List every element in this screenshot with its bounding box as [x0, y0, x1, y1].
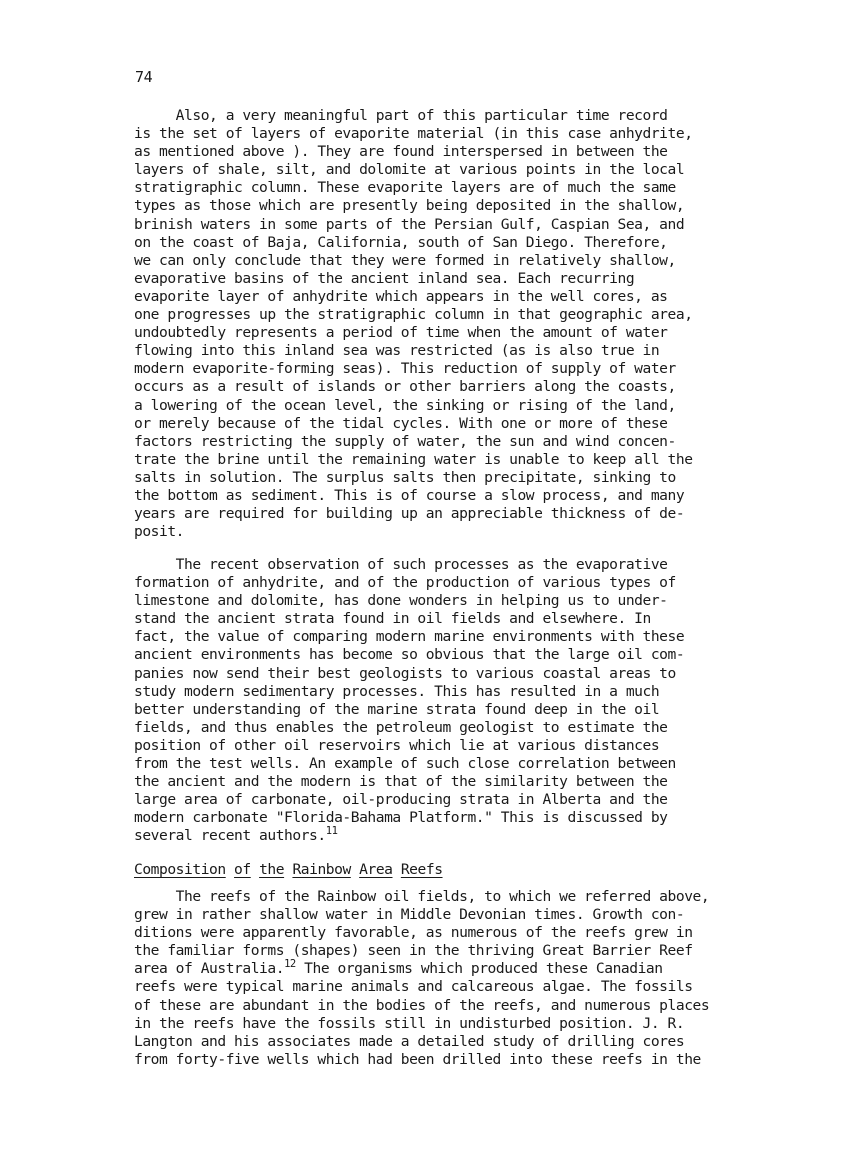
text-line: fact, the value of comparing modern marine environments with these	[134, 628, 685, 646]
text-line: ditions were apparently favorable, as numerous of the reefs grew in	[134, 924, 693, 942]
text-line: years are required for building up an appreciable thickness of de-	[134, 505, 685, 523]
text-line: the familiar forms (shapes) seen in the thriving Great Barrier Reef	[134, 942, 693, 960]
heading-word: of	[234, 861, 251, 878]
text-line: panies now send their best geologists to various coastal areas to	[134, 664, 676, 682]
text-line: trate the brine until the remaining water is unable to keep all the	[134, 450, 693, 468]
text-line: Langton and his associates made a detailed study of drilling cores	[134, 1032, 685, 1050]
text-line: factors restricting the supply of water, the sun and wind concen-	[134, 432, 676, 450]
heading-word: Composition	[134, 861, 226, 878]
text-line: evaporative basins of the ancient inland sea. Each recurring	[134, 269, 635, 287]
text-line: formation of anhydrite, and of the production of various types of	[134, 574, 676, 592]
paragraph-evaporites	[134, 107, 734, 541]
section-heading	[134, 861, 443, 879]
text-line: large area of carbonate, oil-producing strata in Alberta and the	[134, 791, 668, 809]
text-line: we can only conclude that they were formed in relatively shallow,	[134, 251, 676, 269]
text-line: the ancient and the modern is that of the similarity between the	[134, 773, 668, 791]
text-line: grew in rather shallow water in Middle Devonian times. Growth con-	[134, 906, 685, 924]
paragraph-rainbow-reefs	[134, 888, 734, 1069]
heading-word: Area	[359, 861, 393, 878]
text-line: a lowering of the ocean level, the sinking or rising of the land,	[134, 396, 676, 414]
text-line: from the test wells. An example of such close correlation between	[134, 755, 676, 773]
text-line: types as those which are presently being deposited in the shallow,	[134, 197, 685, 215]
text-line: stand the ancient strata found in oil fields and elsewhere. In	[134, 610, 651, 628]
footnote-marker: 12	[284, 958, 296, 971]
page-number: 74	[135, 68, 153, 86]
text-line: of these are abundant in the bodies of the reefs, and numerous places	[134, 996, 710, 1014]
text-segment: area of Australia.	[134, 960, 285, 978]
heading-word: Reefs	[400, 861, 443, 878]
text-line: in the reefs have the fossils still in undisturbed position. J. R.	[134, 1014, 685, 1032]
text-line: position of other oil reservoirs which lie at various distances	[134, 736, 660, 754]
text-line: limestone and dolomite, has done wonders in helping us to under-	[134, 592, 668, 610]
text-line: on the coast of Baja, California, south of San Diego. Therefore,	[134, 233, 668, 251]
text-line: undoubtedly represents a period of time when the amount of water	[134, 324, 668, 342]
text-segment: several recent authors.	[134, 827, 326, 845]
text-line: reefs were typical marine animals and calcareous algae. The fossils	[134, 978, 693, 996]
text-line: stratigraphic column. These evaporite layers are of much the same	[134, 179, 676, 197]
text-line: Also, a very meaningful part of this particular time record	[134, 107, 668, 124]
text-line-with-footnote	[134, 960, 734, 978]
text-line: one progresses up the stratigraphic column in that geographic area,	[134, 306, 693, 324]
text-line: brinish waters in some parts of the Persian Gulf, Caspian Sea, and	[134, 215, 685, 233]
text-line: from forty-five wells which had been drilled into these reefs in the	[134, 1050, 701, 1068]
paragraph-recent-observation	[134, 556, 734, 846]
heading-word: Rainbow	[292, 861, 351, 878]
text-line: flowing into this inland sea was restricted (as is also true in	[134, 342, 660, 360]
text-line: as mentioned above ). They are found interspersed in between the	[134, 143, 668, 161]
text-line: occurs as a result of islands or other barriers along the coasts,	[134, 378, 676, 396]
text-line: salts in solution. The surplus salts then precipitate, sinking to	[134, 468, 676, 486]
text-line: fields, and thus enables the petroleum geologist to estimate the	[134, 718, 668, 736]
text-line: or merely because of the tidal cycles. With one or more of these	[134, 414, 668, 432]
heading-word: the	[259, 861, 285, 878]
text-line: layers of shale, silt, and dolomite at various points in the local	[134, 161, 685, 179]
footnote-marker: 11	[325, 825, 338, 838]
text-line: the bottom as sediment. This is of course a slow process, and many	[134, 486, 685, 504]
text-line: study modern sedimentary processes. This has resulted in a much	[134, 682, 660, 700]
text-segment: The organisms which produced these Canadian	[295, 960, 663, 978]
text-line-with-footnote	[134, 827, 734, 845]
text-line: The recent observation of such processes as the evaporative	[134, 556, 668, 573]
text-line: The reefs of the Rainbow oil fields, to which we referred above,	[134, 888, 710, 905]
text-line: is the set of layers of evaporite material (in this case anhydrite,	[134, 125, 693, 143]
text-line: posit.	[134, 523, 185, 541]
text-line: modern evaporite-forming seas). This reduction of supply of water	[134, 360, 676, 378]
text-line: modern carbonate "Florida-Bahama Platform." This is discussed by	[134, 809, 668, 827]
text-line: evaporite layer of anhydrite which appears in the well cores, as	[134, 287, 668, 305]
text-line: ancient environments has become so obvious that the large oil com-	[134, 646, 685, 664]
text-line: better understanding of the marine strata found deep in the oil	[134, 700, 660, 718]
